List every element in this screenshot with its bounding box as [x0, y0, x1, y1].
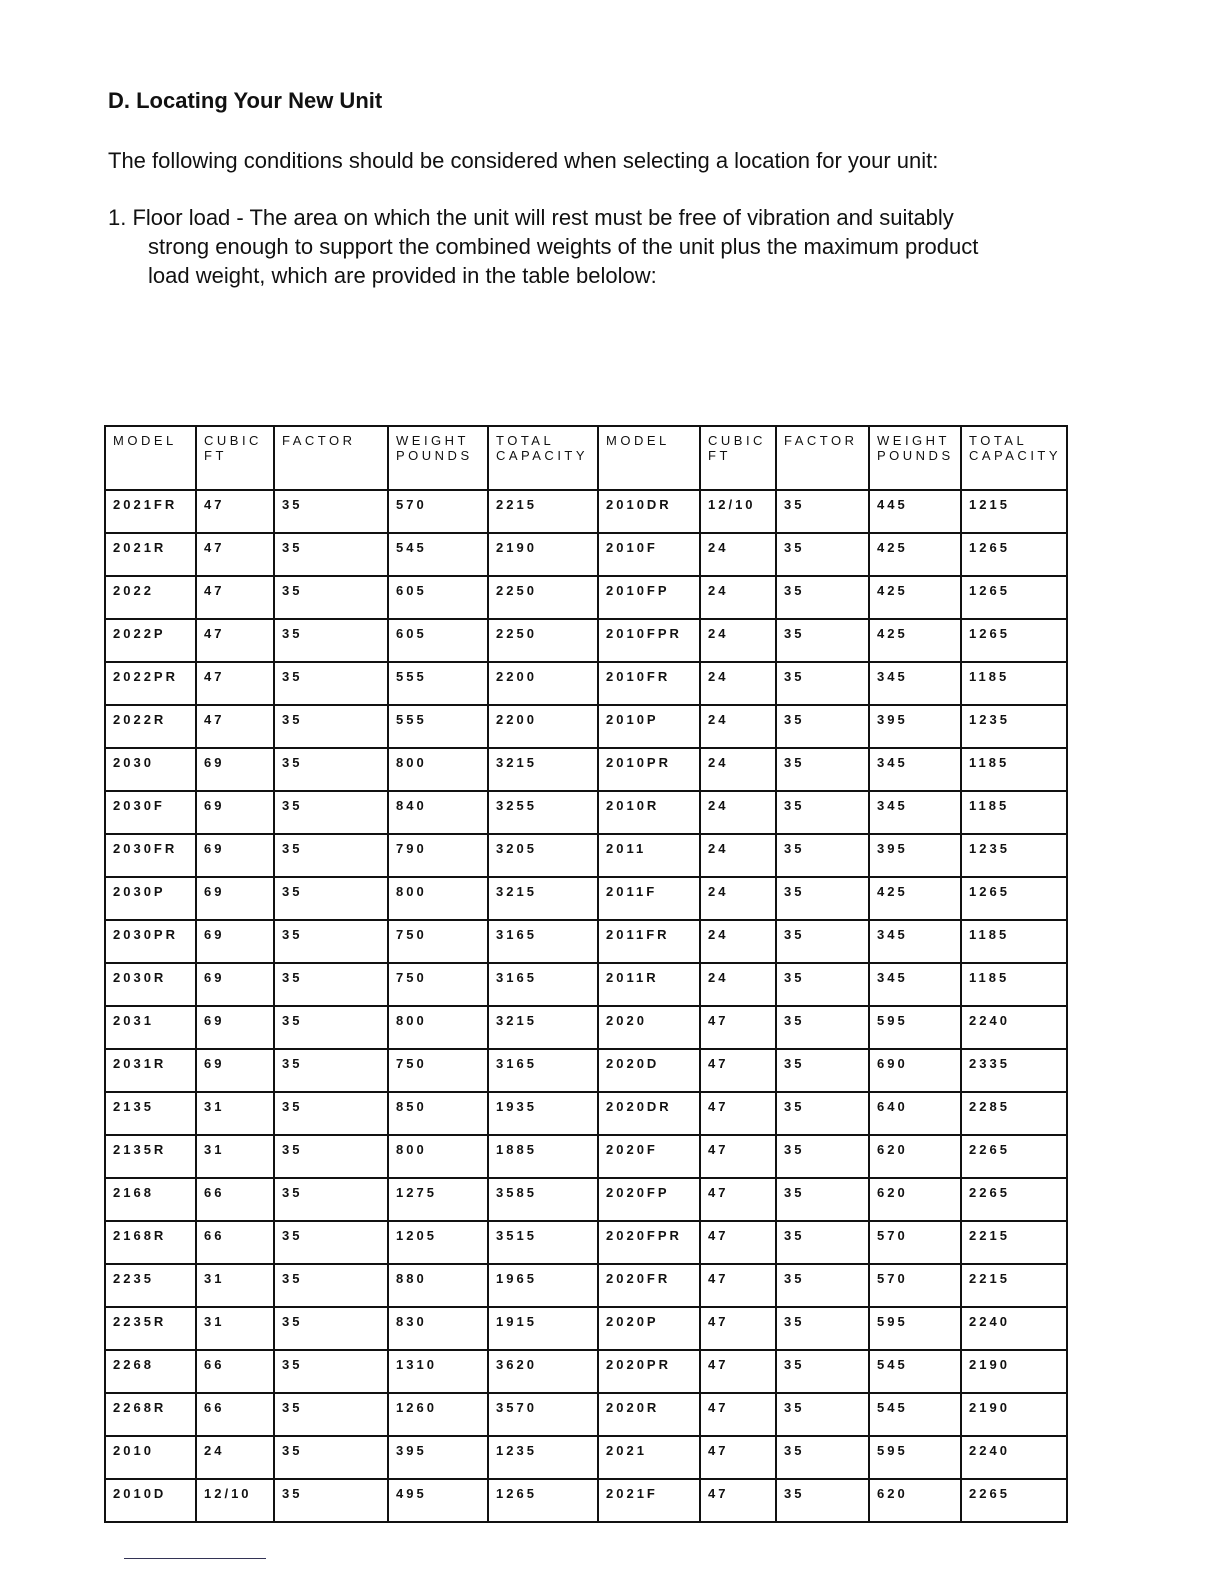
- cell-factor: 35: [776, 1479, 869, 1522]
- cell-weight-pounds: 620: [869, 1178, 961, 1221]
- cell-factor: 35: [274, 1350, 388, 1393]
- cell-cubic-ft: 31: [196, 1264, 274, 1307]
- cell-weight-pounds: 425: [869, 576, 961, 619]
- cell-model: 2022R: [105, 705, 196, 748]
- cell-weight-pounds: 840: [388, 791, 488, 834]
- cell-total-capacity: 3165: [488, 920, 598, 963]
- cell-model: 2135R: [105, 1135, 196, 1178]
- cell-model: 2168: [105, 1178, 196, 1221]
- cell-weight-pounds: 345: [869, 963, 961, 1006]
- cell-total-capacity: 1215: [961, 490, 1067, 533]
- cell-cubic-ft: 31: [196, 1092, 274, 1135]
- cell-cubic-ft: 66: [196, 1350, 274, 1393]
- cell-weight-pounds: 640: [869, 1092, 961, 1135]
- table-row: [105, 1135, 1067, 1178]
- table-row: [105, 576, 1067, 619]
- cell-weight-pounds: 800: [388, 1135, 488, 1178]
- cell-weight-pounds: 345: [869, 920, 961, 963]
- cell-total-capacity: 1265: [961, 576, 1067, 619]
- cell-cubic-ft: 47: [196, 576, 274, 619]
- cell-total-capacity: 1965: [488, 1264, 598, 1307]
- cell-model: 2268R: [105, 1393, 196, 1436]
- table-row: [105, 662, 1067, 705]
- cell-weight-pounds: 1310: [388, 1350, 488, 1393]
- cell-total-capacity: 2285: [961, 1092, 1067, 1135]
- cell-model: 2235: [105, 1264, 196, 1307]
- cell-cubic-ft: 47: [700, 1479, 776, 1522]
- cell-model: 2030: [105, 748, 196, 791]
- cell-weight-pounds: 800: [388, 877, 488, 920]
- table-row: [105, 1264, 1067, 1307]
- cell-factor: 35: [776, 1264, 869, 1307]
- cell-cubic-ft: 69: [196, 748, 274, 791]
- cell-total-capacity: 3215: [488, 1006, 598, 1049]
- cell-factor: 35: [274, 490, 388, 533]
- cell-factor: 35: [274, 920, 388, 963]
- cell-total-capacity: 1235: [961, 705, 1067, 748]
- table-row: [105, 490, 1067, 533]
- cell-cubic-ft: 47: [196, 705, 274, 748]
- cell-weight-pounds: 445: [869, 490, 961, 533]
- table-row: [105, 619, 1067, 662]
- cell-weight-pounds: 595: [869, 1307, 961, 1350]
- table-row: [105, 533, 1067, 576]
- cell-model: 2031R: [105, 1049, 196, 1092]
- cell-total-capacity: 2240: [961, 1307, 1067, 1350]
- cell-total-capacity: 3215: [488, 877, 598, 920]
- cell-cubic-ft: 69: [196, 834, 274, 877]
- cell-model: 2030PR: [105, 920, 196, 963]
- cell-model: 2030P: [105, 877, 196, 920]
- cell-total-capacity: 1235: [961, 834, 1067, 877]
- floor-load-item: [108, 203, 1068, 290]
- cell-factor: 35: [776, 1049, 869, 1092]
- cell-factor: 35: [274, 1393, 388, 1436]
- table-row: [105, 1393, 1067, 1436]
- cell-weight-pounds: 555: [388, 662, 488, 705]
- cell-cubic-ft: 69: [196, 877, 274, 920]
- cell-factor: 35: [274, 1178, 388, 1221]
- cell-cubic-ft: 24: [700, 619, 776, 662]
- cell-model: 2010PR: [598, 748, 700, 791]
- cell-model: 2021F: [598, 1479, 700, 1522]
- cell-cubic-ft: 31: [196, 1135, 274, 1178]
- cell-model: 2030R: [105, 963, 196, 1006]
- cell-factor: 35: [776, 1178, 869, 1221]
- cell-total-capacity: 1185: [961, 920, 1067, 963]
- cell-cubic-ft: 69: [196, 1049, 274, 1092]
- cell-weight-pounds: 1260: [388, 1393, 488, 1436]
- cell-total-capacity: 1265: [488, 1479, 598, 1522]
- cell-weight-pounds: 545: [388, 533, 488, 576]
- cell-weight-pounds: 425: [869, 877, 961, 920]
- cell-model: 2010: [105, 1436, 196, 1479]
- cell-total-capacity: 1265: [961, 619, 1067, 662]
- cell-total-capacity: 2265: [961, 1135, 1067, 1178]
- cell-cubic-ft: 47: [196, 662, 274, 705]
- cell-model: 2010P: [598, 705, 700, 748]
- cell-cubic-ft: 24: [196, 1436, 274, 1479]
- cell-model: 2268: [105, 1350, 196, 1393]
- cell-total-capacity: 2240: [961, 1436, 1067, 1479]
- cell-factor: 35: [776, 619, 869, 662]
- cell-weight-pounds: 595: [869, 1006, 961, 1049]
- cell-total-capacity: 1885: [488, 1135, 598, 1178]
- cell-total-capacity: 3165: [488, 963, 598, 1006]
- cell-model: 2010FPR: [598, 619, 700, 662]
- header-total-capacity: TOTAL CAPACITY: [488, 426, 598, 490]
- cell-weight-pounds: 830: [388, 1307, 488, 1350]
- cell-cubic-ft: 69: [196, 791, 274, 834]
- cell-total-capacity: 3215: [488, 748, 598, 791]
- cell-model: 2020FPR: [598, 1221, 700, 1264]
- cell-total-capacity: 3255: [488, 791, 598, 834]
- cell-model: 2010R: [598, 791, 700, 834]
- cell-weight-pounds: 690: [869, 1049, 961, 1092]
- cell-factor: 35: [274, 1479, 388, 1522]
- intro-paragraph: The following conditions should be considered when selecting a location for your unit:: [108, 148, 939, 173]
- cell-model: 2030F: [105, 791, 196, 834]
- cell-factor: 35: [776, 748, 869, 791]
- cell-total-capacity: 1185: [961, 662, 1067, 705]
- cell-model: 2021FR: [105, 490, 196, 533]
- cell-weight-pounds: 750: [388, 920, 488, 963]
- cell-factor: 35: [776, 1006, 869, 1049]
- cell-weight-pounds: 570: [388, 490, 488, 533]
- section-heading: D. Locating Your New Unit: [108, 88, 383, 113]
- cell-model: 2020DR: [598, 1092, 700, 1135]
- cell-factor: 35: [274, 834, 388, 877]
- cell-total-capacity: 2215: [961, 1264, 1067, 1307]
- cell-weight-pounds: 395: [388, 1436, 488, 1479]
- cell-total-capacity: 2265: [961, 1479, 1067, 1522]
- cell-model: 2030FR: [105, 834, 196, 877]
- cell-weight-pounds: 545: [869, 1350, 961, 1393]
- cell-weight-pounds: 620: [869, 1479, 961, 1522]
- cell-weight-pounds: 1205: [388, 1221, 488, 1264]
- cell-weight-pounds: 620: [869, 1135, 961, 1178]
- cell-model: 2020P: [598, 1307, 700, 1350]
- cell-model: 2020F: [598, 1135, 700, 1178]
- cell-weight-pounds: 750: [388, 963, 488, 1006]
- cell-weight-pounds: 545: [869, 1393, 961, 1436]
- cell-total-capacity: 2250: [488, 576, 598, 619]
- cell-factor: 35: [776, 791, 869, 834]
- cell-model: 2010FR: [598, 662, 700, 705]
- table-row: [105, 1092, 1067, 1135]
- cell-weight-pounds: 570: [869, 1264, 961, 1307]
- floor-load-line-3: load weight, which are provided in the table belolow:: [148, 263, 657, 288]
- cell-cubic-ft: 12/10: [700, 490, 776, 533]
- cell-model: 2011: [598, 834, 700, 877]
- cell-weight-pounds: 605: [388, 619, 488, 662]
- table-row: [105, 705, 1067, 748]
- cell-model: 2020: [598, 1006, 700, 1049]
- cell-model: 2020PR: [598, 1350, 700, 1393]
- cell-total-capacity: 1915: [488, 1307, 598, 1350]
- cell-cubic-ft: 12/10: [196, 1479, 274, 1522]
- table-row: [105, 748, 1067, 791]
- cell-factor: 35: [776, 662, 869, 705]
- cell-factor: 35: [274, 662, 388, 705]
- cell-model: 2011FR: [598, 920, 700, 963]
- table-row: [105, 920, 1067, 963]
- cell-total-capacity: 1935: [488, 1092, 598, 1135]
- cell-model: 2011R: [598, 963, 700, 1006]
- cell-factor: 35: [274, 963, 388, 1006]
- cell-total-capacity: 2240: [961, 1006, 1067, 1049]
- cell-cubic-ft: 24: [700, 576, 776, 619]
- cell-factor: 35: [776, 576, 869, 619]
- cell-cubic-ft: 69: [196, 963, 274, 1006]
- table-row: [105, 791, 1067, 834]
- cell-factor: 35: [776, 1135, 869, 1178]
- cell-total-capacity: 2215: [961, 1221, 1067, 1264]
- cell-total-capacity: 2190: [961, 1350, 1067, 1393]
- cell-cubic-ft: 47: [700, 1221, 776, 1264]
- cell-total-capacity: 1235: [488, 1436, 598, 1479]
- cell-weight-pounds: 800: [388, 1006, 488, 1049]
- header-cubic-ft: CUBIC FT: [700, 426, 776, 490]
- header-cubic-ft: CUBIC FT: [196, 426, 274, 490]
- cell-total-capacity: 2190: [961, 1393, 1067, 1436]
- cell-cubic-ft: 47: [700, 1178, 776, 1221]
- table-row: [105, 1436, 1067, 1479]
- cell-cubic-ft: 47: [700, 1006, 776, 1049]
- cell-factor: 35: [274, 533, 388, 576]
- cell-total-capacity: 1185: [961, 748, 1067, 791]
- cell-cubic-ft: 31: [196, 1307, 274, 1350]
- cell-cubic-ft: 66: [196, 1221, 274, 1264]
- cell-weight-pounds: 495: [388, 1479, 488, 1522]
- cell-model: 2010DR: [598, 490, 700, 533]
- cell-weight-pounds: 395: [869, 705, 961, 748]
- footnote-rule: [124, 1558, 266, 1559]
- cell-model: 2022PR: [105, 662, 196, 705]
- cell-factor: 35: [274, 1049, 388, 1092]
- cell-cubic-ft: 47: [700, 1049, 776, 1092]
- cell-cubic-ft: 24: [700, 920, 776, 963]
- cell-model: 2020FR: [598, 1264, 700, 1307]
- cell-weight-pounds: 605: [388, 576, 488, 619]
- cell-factor: 35: [776, 877, 869, 920]
- cell-factor: 35: [776, 1436, 869, 1479]
- floor-load-line-1: 1. Floor load - The area on which the unit will rest must be free of vibration and suitably: [108, 205, 954, 230]
- cell-cubic-ft: 47: [196, 490, 274, 533]
- cell-weight-pounds: 850: [388, 1092, 488, 1135]
- table-header-row: [105, 426, 1067, 490]
- cell-model: 2235R: [105, 1307, 196, 1350]
- cell-factor: 35: [274, 1436, 388, 1479]
- header-model: MODEL: [598, 426, 700, 490]
- cell-model: 2021R: [105, 533, 196, 576]
- cell-cubic-ft: 24: [700, 662, 776, 705]
- table-row: [105, 1006, 1067, 1049]
- cell-total-capacity: 2265: [961, 1178, 1067, 1221]
- cell-model: 2022: [105, 576, 196, 619]
- cell-factor: 35: [274, 1092, 388, 1135]
- cell-cubic-ft: 66: [196, 1393, 274, 1436]
- cell-factor: 35: [274, 619, 388, 662]
- cell-weight-pounds: 880: [388, 1264, 488, 1307]
- cell-factor: 35: [274, 1135, 388, 1178]
- cell-model: 2031: [105, 1006, 196, 1049]
- cell-factor: 35: [274, 877, 388, 920]
- cell-weight-pounds: 425: [869, 533, 961, 576]
- table-row: [105, 1307, 1067, 1350]
- cell-total-capacity: 1185: [961, 791, 1067, 834]
- cell-total-capacity: 2190: [488, 533, 598, 576]
- header-weight-pounds: WEIGHT POUNDS: [869, 426, 961, 490]
- header-total-capacity: TOTAL CAPACITY: [961, 426, 1067, 490]
- unit-weight-table: [104, 425, 1068, 1523]
- cell-total-capacity: 1265: [961, 877, 1067, 920]
- cell-model: 2011F: [598, 877, 700, 920]
- cell-total-capacity: 3570: [488, 1393, 598, 1436]
- cell-model: 2010D: [105, 1479, 196, 1522]
- cell-total-capacity: 3205: [488, 834, 598, 877]
- cell-factor: 35: [776, 1393, 869, 1436]
- cell-weight-pounds: 570: [869, 1221, 961, 1264]
- cell-cubic-ft: 47: [196, 533, 274, 576]
- cell-weight-pounds: 800: [388, 748, 488, 791]
- cell-factor: 35: [776, 1221, 869, 1264]
- cell-cubic-ft: 24: [700, 791, 776, 834]
- cell-total-capacity: 2215: [488, 490, 598, 533]
- cell-cubic-ft: 69: [196, 920, 274, 963]
- cell-cubic-ft: 24: [700, 705, 776, 748]
- cell-cubic-ft: 47: [700, 1350, 776, 1393]
- cell-model: 2135: [105, 1092, 196, 1135]
- cell-factor: 35: [776, 920, 869, 963]
- cell-factor: 35: [776, 533, 869, 576]
- cell-factor: 35: [274, 576, 388, 619]
- cell-weight-pounds: 345: [869, 748, 961, 791]
- cell-factor: 35: [776, 834, 869, 877]
- cell-factor: 35: [776, 1092, 869, 1135]
- cell-factor: 35: [274, 748, 388, 791]
- cell-factor: 35: [274, 1307, 388, 1350]
- cell-total-capacity: 2200: [488, 662, 598, 705]
- cell-factor: 35: [776, 1307, 869, 1350]
- cell-total-capacity: 3515: [488, 1221, 598, 1264]
- cell-cubic-ft: 47: [700, 1436, 776, 1479]
- cell-cubic-ft: 47: [700, 1092, 776, 1135]
- cell-model: 2020FP: [598, 1178, 700, 1221]
- cell-weight-pounds: 395: [869, 834, 961, 877]
- cell-cubic-ft: 47: [700, 1264, 776, 1307]
- cell-model: 2010F: [598, 533, 700, 576]
- cell-factor: 35: [274, 1006, 388, 1049]
- cell-factor: 35: [776, 490, 869, 533]
- cell-cubic-ft: 47: [700, 1307, 776, 1350]
- cell-cubic-ft: 69: [196, 1006, 274, 1049]
- floor-load-line-2: strong enough to support the combined weights of the unit plus the maximum product: [148, 234, 979, 259]
- cell-weight-pounds: 750: [388, 1049, 488, 1092]
- header-factor: FACTOR: [776, 426, 869, 490]
- cell-model: 2020D: [598, 1049, 700, 1092]
- table-row: [105, 1350, 1067, 1393]
- cell-total-capacity: 2250: [488, 619, 598, 662]
- header-weight-pounds: WEIGHT POUNDS: [388, 426, 488, 490]
- cell-factor: 35: [776, 705, 869, 748]
- cell-total-capacity: 2335: [961, 1049, 1067, 1092]
- cell-weight-pounds: 595: [869, 1436, 961, 1479]
- cell-factor: 35: [274, 705, 388, 748]
- header-factor: FACTOR: [274, 426, 388, 490]
- cell-cubic-ft: 24: [700, 877, 776, 920]
- cell-cubic-ft: 47: [196, 619, 274, 662]
- table-row: [105, 963, 1067, 1006]
- table-row: [105, 1178, 1067, 1221]
- cell-cubic-ft: 47: [700, 1393, 776, 1436]
- cell-total-capacity: 1265: [961, 533, 1067, 576]
- table-row: [105, 1221, 1067, 1264]
- cell-model: 2010FP: [598, 576, 700, 619]
- cell-total-capacity: 3585: [488, 1178, 598, 1221]
- cell-cubic-ft: 24: [700, 963, 776, 1006]
- cell-cubic-ft: 47: [700, 1135, 776, 1178]
- cell-total-capacity: 1185: [961, 963, 1067, 1006]
- cell-weight-pounds: 790: [388, 834, 488, 877]
- cell-model: 2021: [598, 1436, 700, 1479]
- cell-total-capacity: 3620: [488, 1350, 598, 1393]
- cell-factor: 35: [776, 1350, 869, 1393]
- cell-model: 2168R: [105, 1221, 196, 1264]
- cell-factor: 35: [274, 791, 388, 834]
- cell-cubic-ft: 24: [700, 748, 776, 791]
- cell-weight-pounds: 555: [388, 705, 488, 748]
- cell-factor: 35: [274, 1221, 388, 1264]
- header-model: MODEL: [105, 426, 196, 490]
- cell-weight-pounds: 345: [869, 662, 961, 705]
- table-row: [105, 1479, 1067, 1522]
- table-row: [105, 1049, 1067, 1092]
- table-row: [105, 834, 1067, 877]
- cell-weight-pounds: 1275: [388, 1178, 488, 1221]
- cell-weight-pounds: 425: [869, 619, 961, 662]
- cell-cubic-ft: 66: [196, 1178, 274, 1221]
- cell-total-capacity: 2200: [488, 705, 598, 748]
- cell-total-capacity: 3165: [488, 1049, 598, 1092]
- table-row: [105, 877, 1067, 920]
- cell-weight-pounds: 345: [869, 791, 961, 834]
- cell-factor: 35: [776, 963, 869, 1006]
- cell-cubic-ft: 24: [700, 533, 776, 576]
- cell-cubic-ft: 24: [700, 834, 776, 877]
- cell-factor: 35: [274, 1264, 388, 1307]
- cell-model: 2020R: [598, 1393, 700, 1436]
- cell-model: 2022P: [105, 619, 196, 662]
